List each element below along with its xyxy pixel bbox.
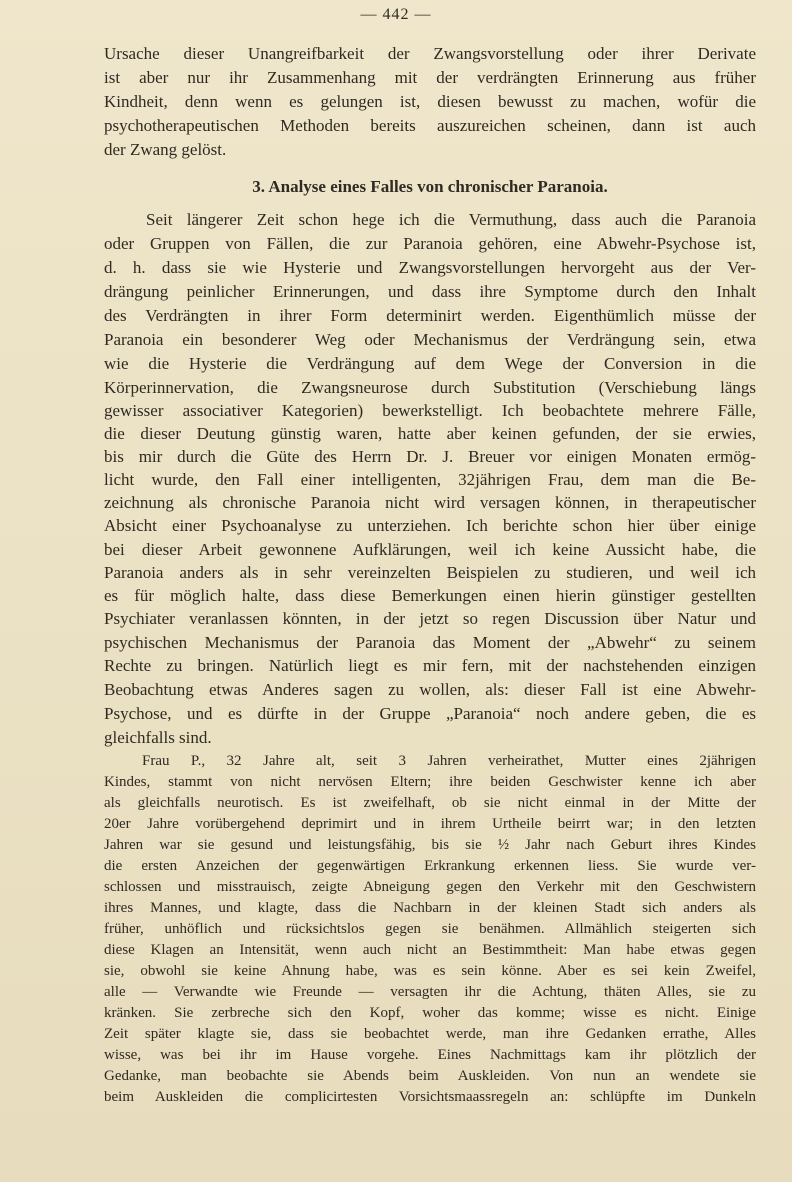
- text-line: psychotherapeutischen Methoden bereits auszureichen scheinen, dann ist auch: [104, 116, 756, 135]
- text-line: ihres Mannes, und klagte, dass die Nachbarn in der kleinen Stadt sich anders als: [104, 900, 756, 916]
- text-line: Körperinnervation, die Zwangsneurose durch Substitution (Verschiebung längs: [104, 378, 756, 397]
- page-number: — 442 —: [360, 6, 432, 23]
- text-line: Jahren war sie gesund und leistungsfähig, bis sie ½ Jahr nach Geburt ihres Kindes: [104, 837, 756, 853]
- section-heading: 3. Analyse eines Falles von chronischer Paranoia.: [252, 177, 608, 196]
- text-line: 20er Jahre vorübergehend deprimirt und in ihrem Urtheile beirrt war; in den letzten: [104, 816, 756, 832]
- text-line: Paranoia anders als in sehr vereinzelten Beispielen zu studieren, und weil ich: [104, 563, 756, 582]
- text-line: Gedanke, man beobachte sie Abends beim Auskleiden. Von nun an wendete sie: [104, 1068, 756, 1084]
- text-line: gewisser associativer Kategorien) bewerkstelligt. Ich beobachtete mehrere Fälle,: [104, 401, 756, 420]
- text-line: es für möglich halte, dass diese Bemerkungen einen hierin günstiger gestellten: [104, 586, 756, 605]
- text-line: Seit längerer Zeit schon hege ich die Vermuthung, dass auch die Paranoia: [146, 210, 756, 229]
- text-line: Kindes, stammt von nicht nervösen Eltern; ihre beiden Geschwister kenne ich aber: [104, 774, 756, 790]
- text-line: ist aber nur ihr Zusammenhang mit der verdrängten Erinnerung aus früher: [104, 68, 756, 87]
- text-line: die dieser Deutung günstig waren, hatte aber keinen gefunden, der sie erwies,: [104, 424, 756, 443]
- text-line: der Zwang gelöst.: [104, 140, 227, 159]
- text-line: schlossen und misstrauisch, zeigte Abneigung gegen den Verkehr mit den Geschwistern: [104, 879, 756, 895]
- text-line: oder Gruppen von Fällen, die zur Paranoia gehören, eine Abwehr-Psychose ist,: [104, 234, 756, 253]
- text-line: Absicht einer Psychoanalyse zu unterziehen. Ich berichte schon hier über einige: [104, 516, 756, 535]
- text-line: alle — Verwandte wie Freunde — versagten ihr die Achtung, thäten Alles, sie zu: [104, 984, 756, 1000]
- text-line: kränken. Sie zerbreche sich den Kopf, woher das komme; wisse es nicht. Einige: [104, 1005, 756, 1021]
- text-line: beim Auskleiden die complicirtesten Vorsichtsmaassregeln an: schlüpfte im Dunkeln: [104, 1089, 756, 1105]
- text-line: Zeit später klagte sie, dass sie beobachtet werde, man ihre Gedanken errathe, Alles: [104, 1026, 756, 1042]
- text-line: sie, obwohl sie keine Ahnung habe, was es sein könne. Aber es sei kein Zweifel,: [104, 963, 756, 979]
- text-line: psychischen Mechanismus der Paranoia das Moment der „Abwehr“ zu seinem: [104, 633, 756, 652]
- text-line: drängung peinlicher Erinnerungen, und dass ihre Symptome durch den Inhalt: [104, 282, 756, 301]
- text-line: früher, unhöflich und rücksichtslos gegen sie benähmen. Allmählich steigerten sich: [104, 921, 756, 937]
- text-line: die ersten Anzeichen der gegenwärtigen Erkrankung erkennen liess. Sie wurde ver-: [104, 858, 756, 874]
- text-line: Paranoia ein besonderer Weg oder Mechanismus der Verdrängung sein, etwa: [104, 330, 756, 349]
- text-line: Psychiater veranlassen könnten, in der jetzt so regen Discussion über Natur und: [104, 609, 756, 628]
- text-line: gleichfalls sind.: [104, 728, 212, 747]
- text-line: Beobachtung etwas Anderes sagen zu wollen, als: dieser Fall ist eine Abwehr-: [104, 680, 756, 699]
- text-line: Ursache dieser Unangreifbarkeit der Zwangsvorstellung oder ihrer Derivate: [104, 44, 756, 63]
- text-line: des Verdrängten in ihrer Form determinirt werden. Eigenthümlich müsse der: [104, 306, 756, 325]
- text-line: als gleichfalls neurotisch. Es ist zweifelhaft, ob sie nicht einmal in der Mitte der: [104, 795, 756, 811]
- text-line: Frau P., 32 Jahre alt, seit 3 Jahren verheirathet, Mutter eines 2jährigen: [142, 753, 756, 769]
- text-line: zeichnung als chronische Paranoia nicht wird versagen können, in therapeutischer: [104, 493, 756, 512]
- text-line: d. h. dass sie wie Hysterie und Zwangsvorstellungen hervorgeht aus der Ver-: [104, 258, 756, 277]
- text-line: bis mir durch die Güte des Herrn Dr. J. Breuer vor einigen Monaten ermög-: [104, 447, 756, 466]
- text-line: bei dieser Arbeit gewonnene Aufklärungen, weil ich keine Aussicht habe, die: [104, 540, 756, 559]
- text-line: licht wurde, den Fall einer intelligenten, 32jährigen Frau, dem man die Be-: [104, 470, 756, 489]
- text-line: wisse, was bei ihr im Hause vorgehe. Eines Nachmittags kam ihr plötzlich der: [104, 1047, 756, 1063]
- text-line: Rechte zu bringen. Natürlich liegt es mir fern, mit der nachstehenden einzigen: [104, 656, 756, 675]
- text-line: Kindheit, denn wenn es gelungen ist, diesen bewusst zu machen, wofür die: [104, 92, 756, 111]
- text-line: wie die Hysterie die Verdrängung auf dem Wege der Conversion in die: [104, 354, 756, 373]
- text-line: diese Klagen an Intensität, wenn auch nicht an Bestimmtheit: Man habe etwas gegen: [104, 942, 756, 958]
- text-line: Psychose, und es dürfte in der Gruppe „Paranoia“ noch andere geben, die es: [104, 704, 756, 723]
